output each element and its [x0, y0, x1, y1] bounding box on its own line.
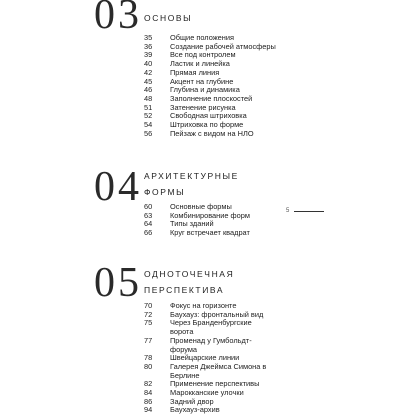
toc-entry[interactable] [144, 130, 300, 139]
entry-title: Создание рабочей атмосферы [170, 41, 276, 51]
page-number: 66 [144, 228, 153, 238]
page-number: 36 [144, 41, 153, 51]
page-number: 56 [144, 128, 153, 138]
toc-entry[interactable] [144, 398, 300, 407]
entry-title: Через Бранденбургские ворота [170, 318, 252, 337]
entry-title: Затенение рисунка [170, 102, 236, 112]
entry-title: Заполнение плоскостей [170, 93, 253, 103]
entry-title: Швейцарские линии [170, 353, 240, 363]
section-title: АРХИТЕКТУРНЫЕ ФОРМЫ [144, 171, 239, 197]
toc-entry[interactable] [144, 212, 300, 221]
entry-title: Акцент на глубине [170, 76, 234, 86]
entry-title: Баухауз-архив [170, 405, 220, 415]
entry-title: Ластик и линейка [170, 59, 230, 69]
entry-title: Променад у Гумбольдт-форума [170, 335, 252, 354]
entry-title: Свободная штриховка [170, 111, 247, 121]
entry-title: Марокканские улочки [170, 388, 244, 398]
entry-title: Основные формы [170, 202, 232, 211]
page-number: 75 [144, 318, 153, 328]
toc-entry[interactable] [144, 389, 300, 398]
page-number: 64 [144, 219, 153, 229]
section-title: ОСНОВЫ [144, 13, 193, 23]
entry-title: Все под контролем [170, 50, 236, 60]
entry-title: Применение перспективы [170, 379, 260, 389]
page-number: 82 [144, 379, 153, 389]
entry-title: Галерея Джеймса Симона в Берлине [170, 361, 267, 380]
page-number: 70 [144, 301, 153, 310]
toc-entry[interactable] [144, 337, 300, 354]
page-number: 40 [144, 59, 153, 69]
entry-title: Пейзаж с видом на НЛО [170, 128, 254, 138]
page-number: 35 [144, 33, 153, 42]
page-number: 77 [144, 335, 153, 345]
page-number: 80 [144, 361, 153, 371]
page-number: 60 [144, 202, 153, 211]
page-number: 72 [144, 309, 153, 319]
page-number: 86 [144, 396, 153, 406]
page-number: 39 [144, 50, 153, 60]
toc-entry[interactable] [144, 60, 300, 69]
toc-entry[interactable] [144, 229, 300, 238]
page-number: 42 [144, 67, 153, 77]
entry-title: Баухауз: фронтальный вид [170, 309, 264, 319]
page-number: 54 [144, 120, 153, 130]
page-number: 84 [144, 388, 153, 398]
entry-title: Задний двор [170, 396, 214, 406]
toc-entry[interactable] [144, 406, 300, 415]
page-number: 46 [144, 85, 153, 95]
entry-title: Прямая линия [170, 67, 220, 77]
entry-title: Круг встречает квадрат [170, 228, 250, 238]
page-number: 51 [144, 102, 153, 112]
entry-title: Общие положения [170, 33, 234, 42]
section-number: 05 [94, 260, 142, 306]
toc-list [144, 302, 300, 415]
entry-title: Комбинирование форм [170, 210, 250, 220]
page-number: 78 [144, 353, 153, 363]
toc-entry[interactable] [144, 363, 300, 380]
page-number: 45 [144, 76, 153, 86]
section-title: ОДНОТОЧЕЧНАЯ ПЕРСПЕКТИВА [144, 269, 235, 295]
page-number: 94 [144, 405, 153, 415]
page-marker: 5 [286, 208, 290, 214]
entry-title: Фокус на горизонте [170, 301, 237, 310]
section-number: 03 [94, 0, 142, 38]
entry-title: Штриховка по форме [170, 120, 244, 130]
section-number: 04 [94, 164, 142, 210]
toc-list [144, 34, 300, 138]
toc-entry[interactable] [144, 319, 300, 336]
page-number: 48 [144, 93, 153, 103]
divider-rule [294, 211, 324, 212]
toc-list [144, 203, 300, 238]
page-number: 52 [144, 111, 153, 121]
entry-title: Типы зданий [170, 219, 214, 229]
page-number: 63 [144, 210, 153, 220]
entry-title: Глубина и динамика [170, 85, 240, 95]
